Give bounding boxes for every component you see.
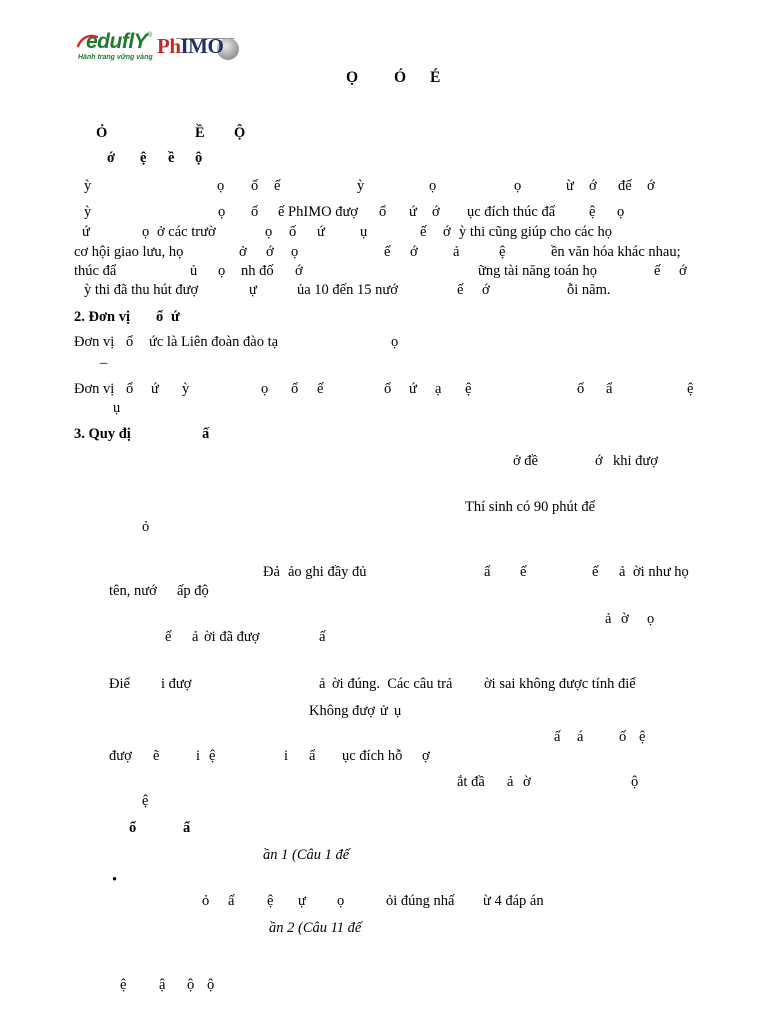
text-fragment: ứ [409, 204, 417, 220]
text-fragment: ọ [514, 178, 522, 194]
text-fragment: ổ [379, 204, 387, 220]
text-fragment: ớ [679, 263, 687, 279]
text-fragment: ỳ thi đã thu hút đượ [84, 282, 199, 298]
text-fragment: 2. Đơn vị [74, 309, 130, 325]
text-fragment: i [284, 748, 289, 764]
text-fragment: ời đã đượ [204, 629, 260, 645]
text-fragment: i đượ [161, 676, 192, 692]
text-fragment: ẩ [606, 381, 613, 397]
document-line [0, 918, 768, 938]
text-fragment: Ọ [346, 69, 359, 86]
text-fragment: ệ [120, 977, 127, 993]
document-line [0, 845, 768, 865]
document-line [0, 772, 768, 792]
document-line [0, 424, 768, 444]
logo-swoosh-icon [76, 33, 98, 51]
text-fragment: Ỏ [96, 125, 108, 141]
text-fragment: ọ [142, 224, 150, 240]
text-fragment: ế [274, 178, 281, 194]
text-fragment: ỏ [142, 519, 150, 535]
text-fragment: thúc đẩ [74, 263, 117, 279]
text-fragment: ế [457, 282, 464, 298]
text-fragment: ắt đầ [457, 774, 485, 790]
text-fragment: ớ [595, 453, 603, 469]
text-fragment: ỳ [357, 178, 365, 194]
text-fragment: Đả [263, 564, 280, 580]
document-line [0, 280, 768, 300]
document-line [0, 701, 768, 721]
text-fragment: ủ [190, 263, 198, 279]
text-fragment: ẽ [153, 748, 160, 764]
text-fragment: ớ [266, 244, 274, 260]
text-fragment: ớ [443, 224, 451, 240]
text-fragment: ớ [482, 282, 490, 298]
text-fragment: ỏ [202, 893, 210, 909]
text-fragment: ổ [126, 381, 134, 397]
text-fragment: ả [192, 629, 199, 645]
text-fragment: Không đượ [309, 703, 375, 719]
text-fragment: ọ [265, 224, 273, 240]
text-fragment: ế [317, 381, 324, 397]
document-line [0, 497, 768, 517]
document-line [0, 148, 768, 168]
text-fragment: ế [384, 244, 391, 260]
document-line [0, 891, 768, 911]
document-line [0, 727, 768, 747]
document-line [0, 68, 768, 88]
text-fragment: ổ [129, 820, 137, 836]
text-fragment: ừ 4 đáp án [483, 893, 544, 909]
text-fragment: ề [168, 150, 175, 166]
text-fragment: ậ [159, 977, 166, 993]
text-fragment: ở [239, 244, 247, 260]
text-fragment: ợ [422, 748, 430, 764]
text-fragment: ố [619, 729, 627, 745]
document-line [0, 353, 768, 373]
document-line [0, 123, 768, 143]
text-fragment: ọ [429, 178, 437, 194]
text-fragment: ờ [621, 611, 629, 627]
text-fragment: ức là Liên đoàn đào tạ [149, 334, 279, 350]
text-fragment: ở đề [513, 453, 538, 469]
text-fragment: ọ [261, 381, 269, 397]
document-line [0, 379, 768, 399]
text-fragment: ọ [218, 204, 226, 220]
document-line [0, 261, 768, 281]
text-fragment: ừ [566, 178, 574, 194]
document-line [0, 746, 768, 766]
text-fragment: ọ [218, 263, 226, 279]
document-line [0, 398, 768, 418]
document-line [0, 176, 768, 196]
text-fragment: ời sai không được tính điể [484, 676, 636, 692]
text-fragment: ế [420, 224, 427, 240]
text-fragment: ứ [171, 309, 180, 325]
document-line [0, 818, 768, 838]
text-fragment: nh đố [241, 263, 274, 279]
text-fragment: ệ [589, 204, 596, 220]
text-fragment: ộ [187, 977, 195, 993]
text-fragment: ớ [295, 263, 303, 279]
text-fragment: ế PhIMO đượ [278, 204, 358, 220]
document-line [0, 975, 768, 995]
brand-tagline: Hành trang vững vàng [78, 54, 153, 61]
document-line [0, 627, 768, 647]
text-fragment: ụ [113, 400, 121, 416]
text-fragment: ệ [142, 793, 149, 809]
text-fragment: khi đượ [613, 453, 658, 469]
text-fragment: ẩ [484, 564, 491, 580]
text-fragment: ố [251, 178, 259, 194]
text-fragment: Ó [394, 69, 407, 86]
text-fragment: ả [619, 564, 626, 580]
text-fragment: ỳ [84, 178, 92, 194]
text-fragment: ớ [107, 150, 116, 166]
document-line [0, 562, 768, 582]
document-line [0, 242, 768, 262]
text-fragment: ở các trườ [157, 224, 216, 240]
text-fragment: ổ [384, 381, 392, 397]
text-fragment: ử [380, 703, 388, 719]
text-fragment: đượ [109, 748, 132, 764]
text-fragment: ẩ [183, 820, 191, 836]
text-fragment: ụ [360, 224, 368, 240]
document-line [0, 674, 768, 694]
brand-name: eduflY [86, 30, 148, 53]
text-fragment: ứ [409, 381, 417, 397]
text-fragment: ững tài năng toán họ [478, 263, 598, 279]
text-fragment: Đơn vị [74, 334, 115, 350]
text-fragment: Đơn vị [74, 381, 115, 397]
text-fragment: ố [251, 204, 259, 220]
document-line [0, 791, 768, 811]
text-fragment: ọ [617, 204, 625, 220]
text-fragment: ố [289, 224, 297, 240]
document-line [0, 870, 768, 890]
text-fragment: ệ [639, 729, 646, 745]
text-fragment: tên, nướ [109, 583, 157, 599]
text-fragment: ền văn hóa khác nhau; [551, 244, 681, 260]
text-fragment: ọ [217, 178, 225, 194]
text-fragment: ờ [523, 774, 531, 790]
text-fragment: ỳ thi cũng giúp cho các họ [459, 224, 613, 240]
text-fragment: ớ [432, 204, 440, 220]
text-fragment: 3. Quy đị [74, 426, 131, 442]
text-fragment: Ộ [234, 125, 246, 141]
text-fragment: ạ [435, 381, 442, 397]
text-fragment: ỏi đúng nhấ [386, 893, 455, 909]
text-fragment: ự [298, 893, 306, 909]
document-line [0, 517, 768, 537]
text-fragment: ần 2 (Câu 11 đế [269, 920, 362, 936]
text-fragment: ả [605, 611, 612, 627]
text-fragment: ấ [319, 629, 326, 645]
document-line [0, 307, 768, 327]
text-fragment: ọ [647, 611, 655, 627]
text-fragment: ời như họ [633, 564, 689, 580]
document-line [0, 581, 768, 601]
text-fragment: ớ [410, 244, 418, 260]
text-fragment: ứ [317, 224, 325, 240]
text-fragment: ế [165, 629, 172, 645]
text-fragment: ứ [151, 381, 159, 397]
text-fragment: ủa 10 đến 15 nướ [297, 282, 398, 298]
text-fragment: ố [291, 381, 299, 397]
text-fragment: đế [618, 178, 632, 194]
text-fragment: ỳ [182, 381, 190, 397]
text-fragment: ần 1 (Câu 1 đế [263, 847, 350, 863]
text-fragment: ả [507, 774, 514, 790]
text-fragment: Thí sinh có 90 phút để [465, 499, 596, 515]
text-fragment: ổ [126, 334, 134, 350]
text-fragment: ỳ [84, 204, 92, 220]
text-fragment: ọ [291, 244, 299, 260]
text-fragment: i [196, 748, 201, 764]
text-fragment: ấ [554, 729, 561, 745]
document-line [0, 451, 768, 471]
text-fragment: – [100, 355, 108, 371]
text-fragment: ớ [589, 178, 597, 194]
document-line [0, 202, 768, 222]
text-fragment: ệ [209, 748, 216, 764]
text-fragment: ảo ghi đầy đủ [288, 564, 367, 580]
text-fragment: ự [249, 282, 257, 298]
text-fragment: ẩ [309, 748, 316, 764]
text-fragment: ế [592, 564, 599, 580]
text-fragment: ấp độ [177, 583, 209, 599]
text-fragment: Ề [195, 125, 205, 141]
text-fragment: ế [520, 564, 527, 580]
text-fragment: ỗi năm. [567, 282, 611, 298]
text-fragment: ấ [202, 426, 210, 442]
text-fragment: ục đích thúc đẩ [467, 204, 556, 220]
text-fragment: ọ [337, 893, 345, 909]
text-fragment: ệ [687, 381, 694, 397]
text-fragment: ọ [391, 334, 399, 350]
text-fragment: ộ [207, 977, 215, 993]
text-fragment: ứ [82, 224, 90, 240]
text-fragment: ụ [394, 703, 402, 719]
text-fragment: ệ [499, 244, 506, 260]
text-fragment: Điể [109, 676, 130, 692]
text-fragment: ệ [267, 893, 274, 909]
text-fragment: á [577, 729, 584, 745]
text-fragment: ả [453, 244, 460, 260]
text-fragment: ấ [228, 893, 235, 909]
document-line [0, 332, 768, 352]
text-fragment: ổ [156, 309, 164, 325]
text-fragment: • [112, 872, 118, 888]
text-fragment: ớ [647, 178, 655, 194]
registered-mark: ® [147, 32, 153, 39]
text-fragment: ời đúng. Các câu trả [332, 676, 453, 692]
text-fragment: ục đích hỗ [342, 748, 403, 764]
text-fragment: ộ [195, 150, 203, 166]
text-fragment: É [430, 69, 441, 86]
text-fragment: ả [319, 676, 326, 692]
text-fragment: ộ [631, 774, 639, 790]
text-fragment: cơ hội giao lưu, họ [74, 244, 184, 260]
text-fragment: ệ [140, 150, 147, 166]
document-line [0, 222, 768, 242]
partner-logo-text: PhIMO [157, 34, 224, 58]
text-fragment: ệ [465, 381, 472, 397]
text-fragment: ế [654, 263, 661, 279]
text-fragment: ổ [577, 381, 585, 397]
document-line [0, 609, 768, 629]
